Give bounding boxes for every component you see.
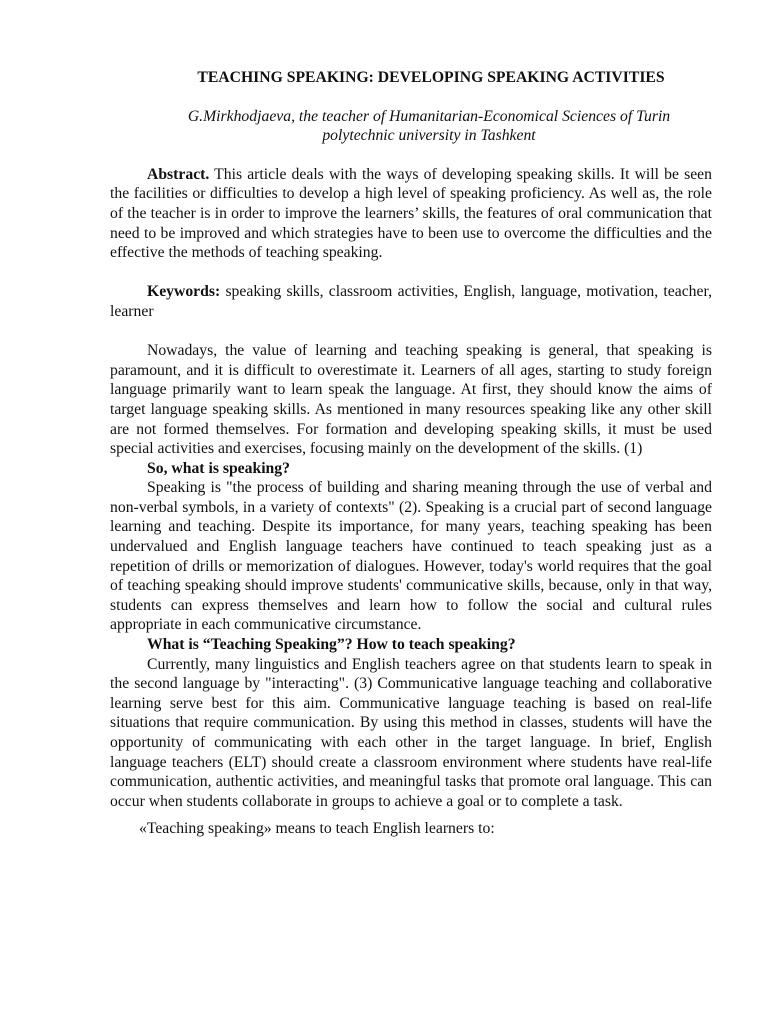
body-paragraph-4: «Teaching speaking» means to teach English learners to:	[139, 820, 495, 838]
body-paragraph-3: Currently, many linguistics and English teachers agree on that students learn to speak in the second language by "interacting". (3) Communicative language teaching and collaborative learning serve best for this aim. Communicative language teaching is based on real-life situations that require communication. By using this method in classes, students will have the opportunity of communicating with each other in the target language. In brief, English language teachers (ELT) should create a classroom environment where students have real-life communication, authentic activities, and meaningful tasks that promote oral language. This can occur when students collaborate in groups to achieve a goal or to complete a task.	[110, 655, 712, 810]
section-heading-teaching-speaking: What is “Teaching Speaking”? How to teach speaking?	[147, 636, 516, 654]
document-page	[110, 68, 712, 839]
abstract-label: Abstract.	[147, 165, 210, 183]
section-heading-what-is-speaking: So, what is speaking?	[147, 459, 290, 477]
author-line-2: polytechnic university in Tashkent	[322, 127, 536, 145]
abstract-paragraph	[110, 165, 712, 263]
abstract-text: This article deals with the ways of developing speaking skills. It will be seen the facilities or difficulties to develop a high level of speaking proficiency. As well as, the role of the teacher is in order to improve the learners’ skills, the features of oral communication that need to be improved and which strategies have to been use to overcome the difficulties and the effective the methods of teaching speaking.	[110, 165, 712, 262]
keywords-text: speaking skills, classroom activities, English, language, motivation, teacher, learner	[110, 283, 712, 320]
author-line-1: G.Mirkhodjaeva, the teacher of Humanitarian-Economical Sciences of Turin	[187, 107, 671, 125]
article-title: TEACHING SPEAKING: DEVELOPING SPEAKING ACTIVITIES	[197, 69, 665, 86]
keywords-label: Keywords:	[147, 283, 221, 301]
body-paragraph-2: Speaking is "the process of building and sharing meaning through the use of verbal and non-verbal symbols, in a variety of contexts" (2). Speaking is a crucial part of second language learning and teaching. Despite its importance, for many years, teaching speaking has been undervalued and English language teachers have continued to teach speaking just as a repetition of drills or memorization of dialogues. However, today's world requires that the goal of teaching speaking should improve students' communicative skills, because, only in that way, students can express themselves and learn how to follow the social and cultural rules appropriate in each communicative circumstance.	[110, 479, 712, 634]
keywords-paragraph	[110, 282, 712, 321]
author-affiliation	[110, 107, 712, 146]
body-paragraph-1: Nowadays, the value of learning and teaching speaking is general, that speaking is paramount, and it is difficult to overestimate it. Learners of all ages, starting to study foreign language primarily want to learn speak the language. At first, they should know the aims of target language speaking skills. As mentioned in many resources speaking like any other skill are not formed themselves. For formation and developing speaking skills, it must be used special activities and exercises, focusing mainly on the development of the skills. (1)	[110, 342, 712, 458]
